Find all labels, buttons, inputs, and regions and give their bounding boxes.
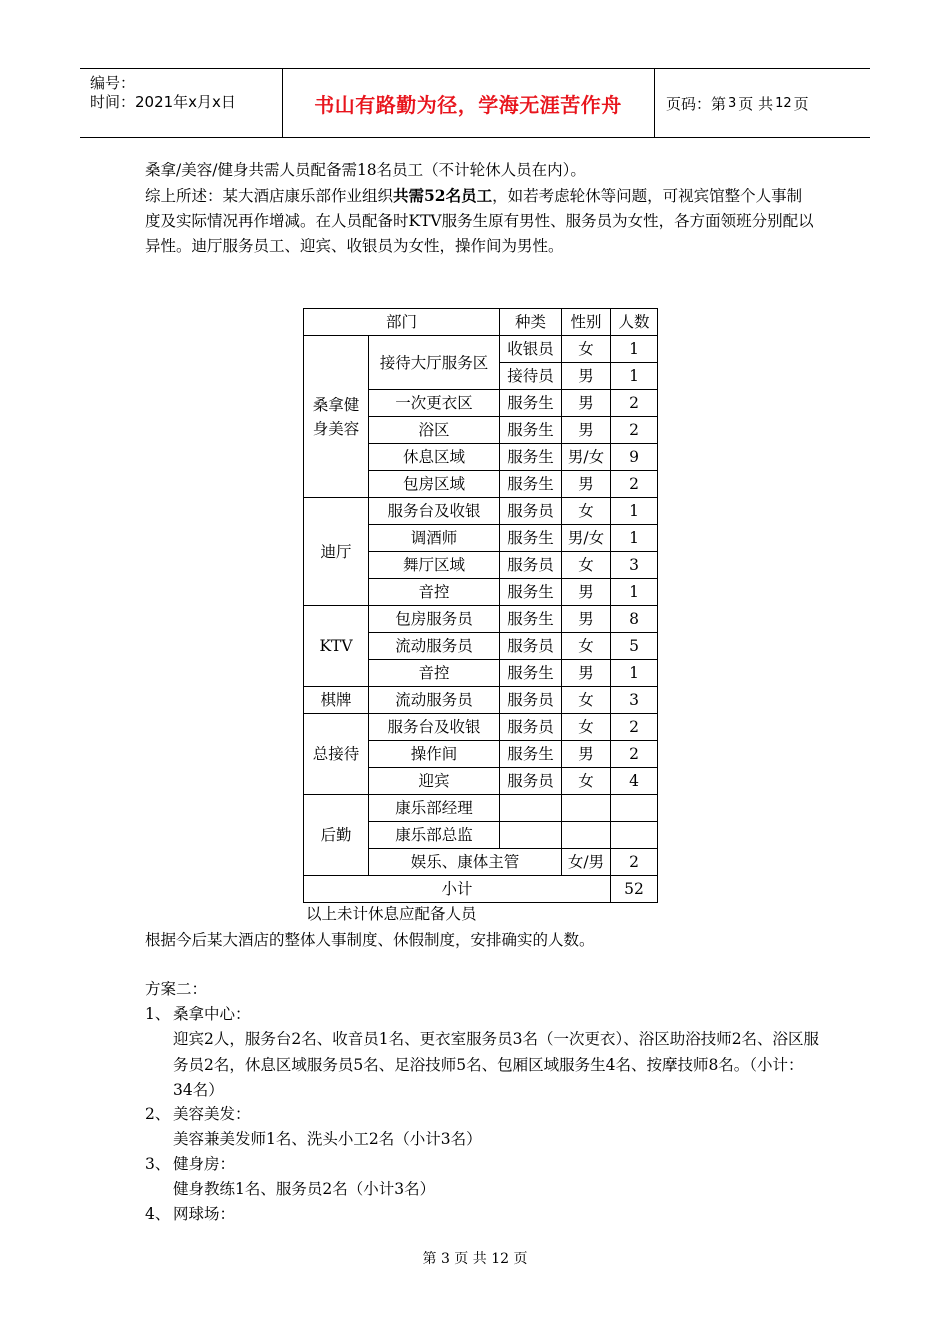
- sex-cell: [562, 822, 611, 849]
- staffing-table: [303, 308, 658, 903]
- page-mid: 页 共: [738, 94, 774, 113]
- type-cell: 服务生: [500, 525, 562, 552]
- count-cell: 2: [611, 741, 658, 768]
- plan-item-title: 美容美发：: [173, 1105, 251, 1123]
- header-info: [80, 69, 283, 137]
- dept-cell: 棋牌: [304, 687, 369, 714]
- type-cell: 服务生: [500, 390, 562, 417]
- motto: 书山有路勤为径，学海无涯苦作舟: [314, 92, 622, 117]
- plan-item-detail: 健身教练1名、服务员2名（小计3名）: [173, 1180, 436, 1198]
- table-note: 以上未计休息应配备人员: [306, 905, 477, 923]
- count-cell: 1: [611, 498, 658, 525]
- sex-cell: 男: [562, 390, 611, 417]
- page-current: 3: [728, 95, 737, 111]
- count-cell: 9: [611, 444, 658, 471]
- sex-cell: 女: [562, 336, 611, 363]
- type-cell: 服务生: [500, 579, 562, 606]
- type-cell: 服务员: [500, 633, 562, 660]
- count-cell: 2: [611, 390, 658, 417]
- area-cell: 浴区: [369, 417, 500, 444]
- table-header-row: [304, 309, 658, 336]
- area-cell: 流动服务员: [369, 633, 500, 660]
- area-cell: 接待大厅服务区: [369, 336, 500, 390]
- sex-cell: 女: [562, 714, 611, 741]
- page-suffix: 页: [793, 94, 809, 113]
- plan-item-title: 健身房：: [173, 1155, 236, 1173]
- sex-cell: [562, 795, 611, 822]
- dept-cell: 桑拿健身美容: [304, 336, 369, 498]
- sex-cell: 男: [562, 741, 611, 768]
- header-motto-cell: [282, 69, 655, 137]
- plan-item-heading: [145, 1152, 235, 1174]
- dept-cell: 总接待: [304, 714, 369, 795]
- header-dept: 部门: [304, 309, 500, 336]
- number-label: 编号：: [90, 74, 136, 92]
- dept-cell: 后勤: [304, 795, 369, 876]
- area-cell: 一次更衣区: [369, 390, 500, 417]
- sex-cell: 男: [562, 471, 611, 498]
- sex-cell: 女: [562, 633, 611, 660]
- type-cell: 服务生: [500, 660, 562, 687]
- paragraph-summary: 综上所述：某大酒店康乐部作业组织共需52名员工，如若考虑轮休等问题，可视宾馆整个人事制度及实际情况再作增减。在人员配备时KTV服务生原有男性、服务员为女性，各方面领班分别配以异性。迪厅服务员工、迎宾、收银员为女性，操作间为男性。: [145, 186, 814, 255]
- type-cell: 接待员: [500, 363, 562, 390]
- sex-cell: 男: [562, 660, 611, 687]
- area-cell: 操作间: [369, 741, 500, 768]
- count-cell: 2: [611, 849, 658, 876]
- page-footer: 第 3 页 共 12 页: [422, 1251, 528, 1267]
- count-cell: 3: [611, 687, 658, 714]
- type-cell: 服务生: [500, 741, 562, 768]
- area-cell: 流动服务员: [369, 687, 500, 714]
- count-cell: 5: [611, 633, 658, 660]
- header-type: 种类: [500, 309, 562, 336]
- area-cell: 服务台及收银: [369, 498, 500, 525]
- plan-item-heading: [145, 1202, 235, 1224]
- type-cell: [500, 822, 562, 849]
- type-cell: 收银员: [500, 336, 562, 363]
- table-row: [304, 687, 658, 714]
- count-cell: 1: [611, 579, 658, 606]
- table-row: [304, 606, 658, 633]
- sex-cell: 女: [562, 687, 611, 714]
- type-cell: 服务生: [500, 471, 562, 498]
- area-cell: 服务台及收银: [369, 714, 500, 741]
- count-cell: 2: [611, 471, 658, 498]
- type-cell: 服务生: [500, 606, 562, 633]
- area-cell: 舞厅区域: [369, 552, 500, 579]
- table-row: [304, 795, 658, 822]
- sex-cell: 女: [562, 552, 611, 579]
- area-cell: 康乐部经理: [369, 795, 500, 822]
- page-total: 12: [775, 95, 792, 111]
- type-cell: 服务员: [500, 714, 562, 741]
- subtotal-value: 52: [611, 876, 658, 903]
- area-cell: 音控: [369, 660, 500, 687]
- sex-cell: 女: [562, 768, 611, 795]
- plan-item-number: 2、: [145, 1105, 171, 1123]
- plan-item-number: 3、: [145, 1155, 171, 1173]
- count-cell: 4: [611, 768, 658, 795]
- type-cell: 服务员: [500, 687, 562, 714]
- sex-cell: 男/女: [562, 444, 611, 471]
- plan-item-title: 网球场：: [173, 1205, 236, 1223]
- sex-cell: 男: [562, 606, 611, 633]
- header-page-number: [654, 69, 870, 137]
- subtotal-row: [304, 876, 658, 903]
- area-cell: 调酒师: [369, 525, 500, 552]
- count-cell: 1: [611, 525, 658, 552]
- count-cell: 1: [611, 336, 658, 363]
- count-cell: 1: [611, 660, 658, 687]
- type-cell: [500, 795, 562, 822]
- type-cell: 服务员: [500, 498, 562, 525]
- plan-two-heading: 方案二：: [145, 980, 208, 998]
- count-cell: 8: [611, 606, 658, 633]
- plan-item-number: 1、: [145, 1005, 171, 1023]
- paragraph-arrangement: 根据今后某大酒店的整体人事制度、休假制度，安排确实的人数。: [145, 931, 595, 949]
- count-cell: 1: [611, 363, 658, 390]
- page-header: [80, 68, 870, 138]
- subtotal-label: 小计: [304, 876, 611, 903]
- area-cell: 包房服务员: [369, 606, 500, 633]
- plan-item-detail: 迎宾2人，服务台2名、收音员1名、更衣室服务员3名（一次更衣）、浴区助浴技师2名、浴区服务员2名，休息区域服务员5名、足浴技师5名、包厢区域服务生4名、按摩技师8名。（小计：34名）: [173, 1030, 820, 1099]
- dept-cell: 迪厅: [304, 498, 369, 606]
- plan-item-heading: [145, 1102, 251, 1124]
- count-cell: [611, 795, 658, 822]
- count-cell: 3: [611, 552, 658, 579]
- table-row: [304, 336, 658, 363]
- count-cell: [611, 822, 658, 849]
- sex-cell: 女/男: [562, 849, 611, 876]
- header-count: 人数: [611, 309, 658, 336]
- time-label: 时间：2021年x月x日: [90, 93, 236, 111]
- area-cell: 康乐部总监: [369, 822, 500, 849]
- sex-cell: 男: [562, 363, 611, 390]
- sex-cell: 男/女: [562, 525, 611, 552]
- page-prefix: 页码：第: [666, 94, 727, 113]
- area-cell: 包房区域: [369, 471, 500, 498]
- plan-item-detail: 美容兼美发师1名、洗头小工2名（小计3名）: [173, 1130, 482, 1148]
- sex-cell: 男: [562, 417, 611, 444]
- plan-item-number: 4、: [145, 1205, 171, 1223]
- plan-item-title: 桑拿中心：: [173, 1005, 251, 1023]
- sex-cell: 男: [562, 579, 611, 606]
- type-cell: 服务员: [500, 552, 562, 579]
- plan-item-heading: [145, 1002, 251, 1024]
- table-row: [304, 498, 658, 525]
- area-cell: 娱乐、康体主管: [369, 849, 562, 876]
- type-cell: 服务生: [500, 444, 562, 471]
- count-cell: 2: [611, 417, 658, 444]
- paragraph-sauna-total: 桑拿/美容/健身共需人员配备需18名员工（不计轮休人员在内）。: [145, 161, 586, 179]
- area-cell: 迎宾: [369, 768, 500, 795]
- type-cell: 服务生: [500, 417, 562, 444]
- count-cell: 2: [611, 714, 658, 741]
- sex-cell: 女: [562, 498, 611, 525]
- area-cell: 音控: [369, 579, 500, 606]
- table-row: [304, 714, 658, 741]
- area-cell: 休息区域: [369, 444, 500, 471]
- summary-emphasis: 共需52名员工: [393, 186, 493, 205]
- dept-cell: KTV: [304, 606, 369, 687]
- header-sex: 性别: [562, 309, 611, 336]
- type-cell: 服务员: [500, 768, 562, 795]
